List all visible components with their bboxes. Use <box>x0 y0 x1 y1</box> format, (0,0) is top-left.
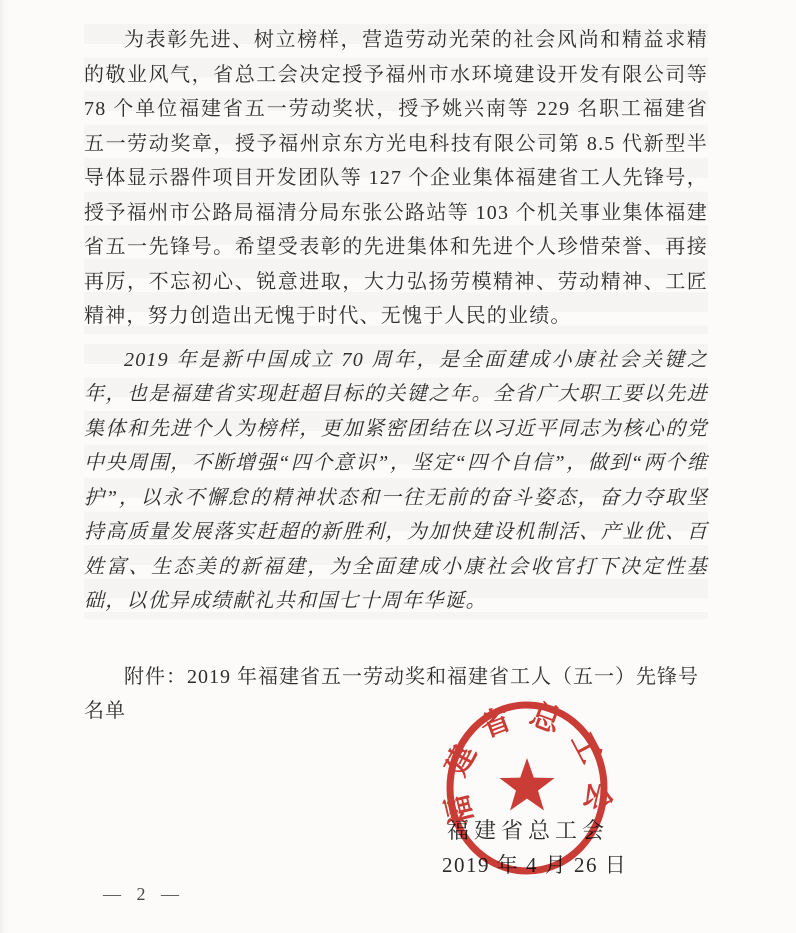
issuer-signature: 福建省总工会 <box>447 818 610 843</box>
star-icon <box>499 758 554 811</box>
official-seal <box>427 688 627 888</box>
document-body <box>84 0 708 729</box>
attachment-line: 附件：2019 年福建省五一劳动奖和福建省工人（五一）先锋号名单 <box>84 665 699 722</box>
paragraph-call-to-action: 2019 年是新中国成立 70 周年，是全面建成小康社会关键之年，也是福建省实现赶超目标的关键之年。全省广大职工要以先进集体和先进个人为榜样，更加紧密团结在以习近平同志为核心的党中央周围，不断增强“四个意识”，坚定“四个自信”，做到“两个维护”，以永不懈怠的精神状态和一往无前的奋斗姿态，奋力夺取坚持高质量发展落实赶超的新胜利，为加快建设机制活、产业优、百姓富、生态美的新福建，为全面建成小康社会收官打下决定性基础，以优异成绩献礼共和国七十周年华诞。 <box>84 343 708 619</box>
issue-date: 2019 年 4 月 26 日 <box>442 853 628 877</box>
paragraph-commendation: 为表彰先进、树立榜样，营造劳动光荣的社会风尚和精益求精的敬业风气，省总工会决定授予福州市水环境建设开发有限公司等 78 个单位福建省五一劳动奖状，授予姚兴南等 229 名职工福建省五一劳动奖章，授予福州京东方光电科技有限公司第 8.5 代新型半导体显示器件项目开发团队等 127 个企业集体福建省工人先锋号，授予福州市公路局福清分局东张公路站等 103 个机关事业集体福建省五一先锋号。希望受表彰的先进集体和先进个人珍惜荣誉、再接再厉，不忘初心、锐意进取，大力弘扬劳模精神、劳动精神、工匠精神，努力创造出无愧于时代、无愧于人民的业绩。 <box>84 23 708 334</box>
seal-arc-text: 福建省总工会 <box>437 697 617 829</box>
page-number: — 2 — <box>103 884 180 904</box>
